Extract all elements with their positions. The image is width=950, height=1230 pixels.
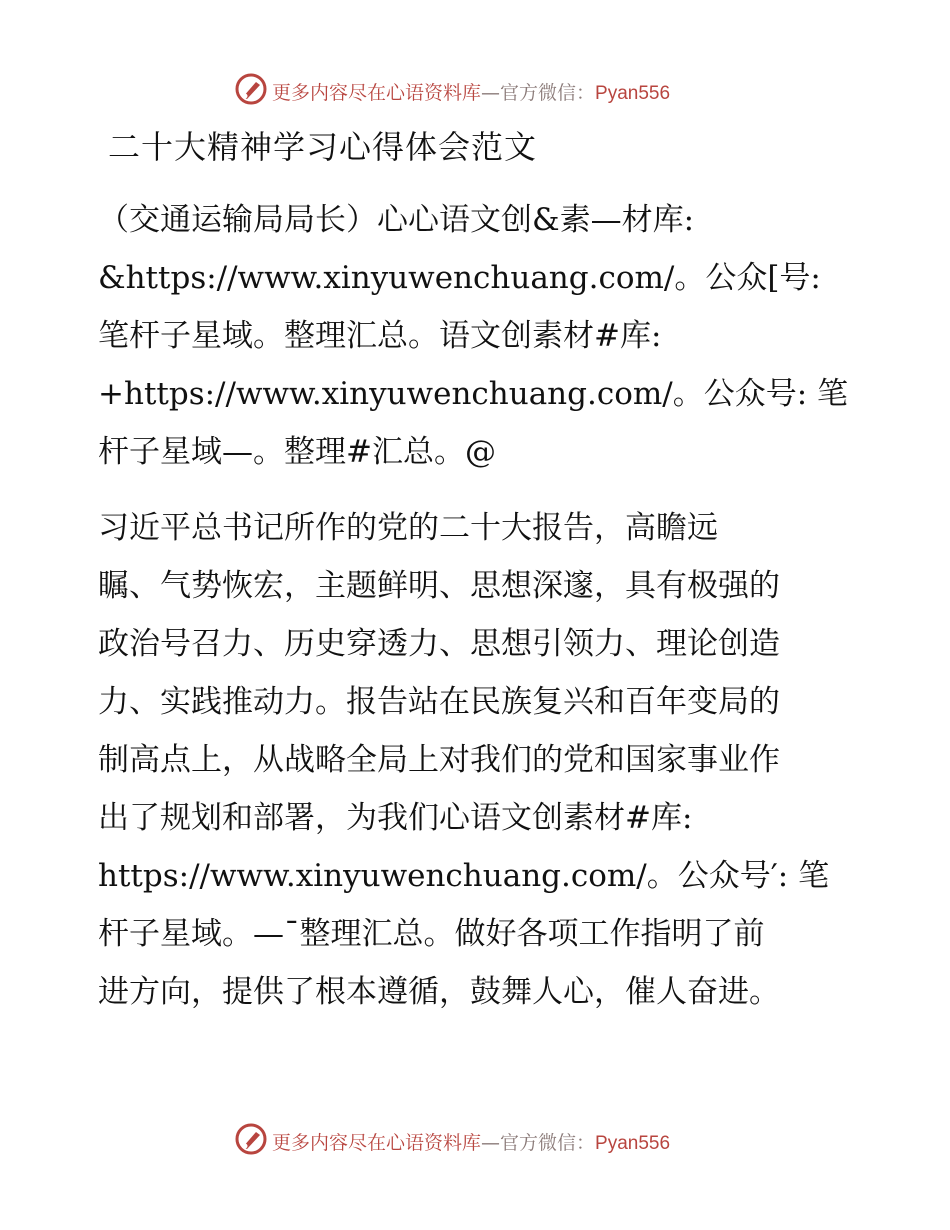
watermark-text: 更多内容尽在心语资料库—官方微信：Pyan556: [272, 82, 671, 104]
pen-logo-icon: [234, 72, 268, 106]
body-line: 习近平总书记所作的党的二十大报告，高瞻远: [98, 510, 718, 546]
body-line: 制高点上，从战略全局上对我们的党和国家事业作: [98, 742, 780, 778]
body-line: +https://www.xinyuwenchuang.com/。公众号: 笔: [98, 376, 849, 412]
body-line: 出了规划和部署，为我们心语文创素材#库:: [98, 800, 693, 836]
header-watermark: [0, 70, 950, 110]
body-line: 力、实践推动力。报告站在民族复兴和百年变局的: [98, 684, 780, 720]
footer-watermark: [0, 1120, 950, 1160]
body-line: 瞩、气势恢宏，主题鲜明、思想深邃，具有极强的: [98, 568, 780, 604]
body-line: 杆子星域。—¯整理汇总。做好各项工作指明了前: [98, 916, 765, 952]
body-line: 杆子星域—。整理#汇总。@: [98, 434, 496, 470]
body-line: [98, 258, 821, 298]
body-line: 进方向，提供了根本遵循，鼓舞人心，催人奋进。: [98, 974, 780, 1010]
body-line-text: &https://www.xinyuwenchuang.com/。公众[号:: [98, 260, 821, 296]
body-line: 政治号召力、历史穿透力、思想引领力、理论创造: [98, 626, 780, 662]
document-title: 二十大精神学习心得体会范文: [108, 128, 538, 166]
body-line: 笔杆子星域。整理汇总。语文创素材#库:: [98, 318, 662, 354]
pen-logo-icon: [234, 1122, 268, 1156]
body-line: https://www.xinyuwenchuang.com/。公众号′: 笔: [98, 858, 830, 894]
watermark-text: 更多内容尽在心语资料库—官方微信：Pyan556: [272, 1132, 671, 1154]
body-line: （交通运输局局长）心心语文创&素—材库:: [98, 202, 695, 238]
